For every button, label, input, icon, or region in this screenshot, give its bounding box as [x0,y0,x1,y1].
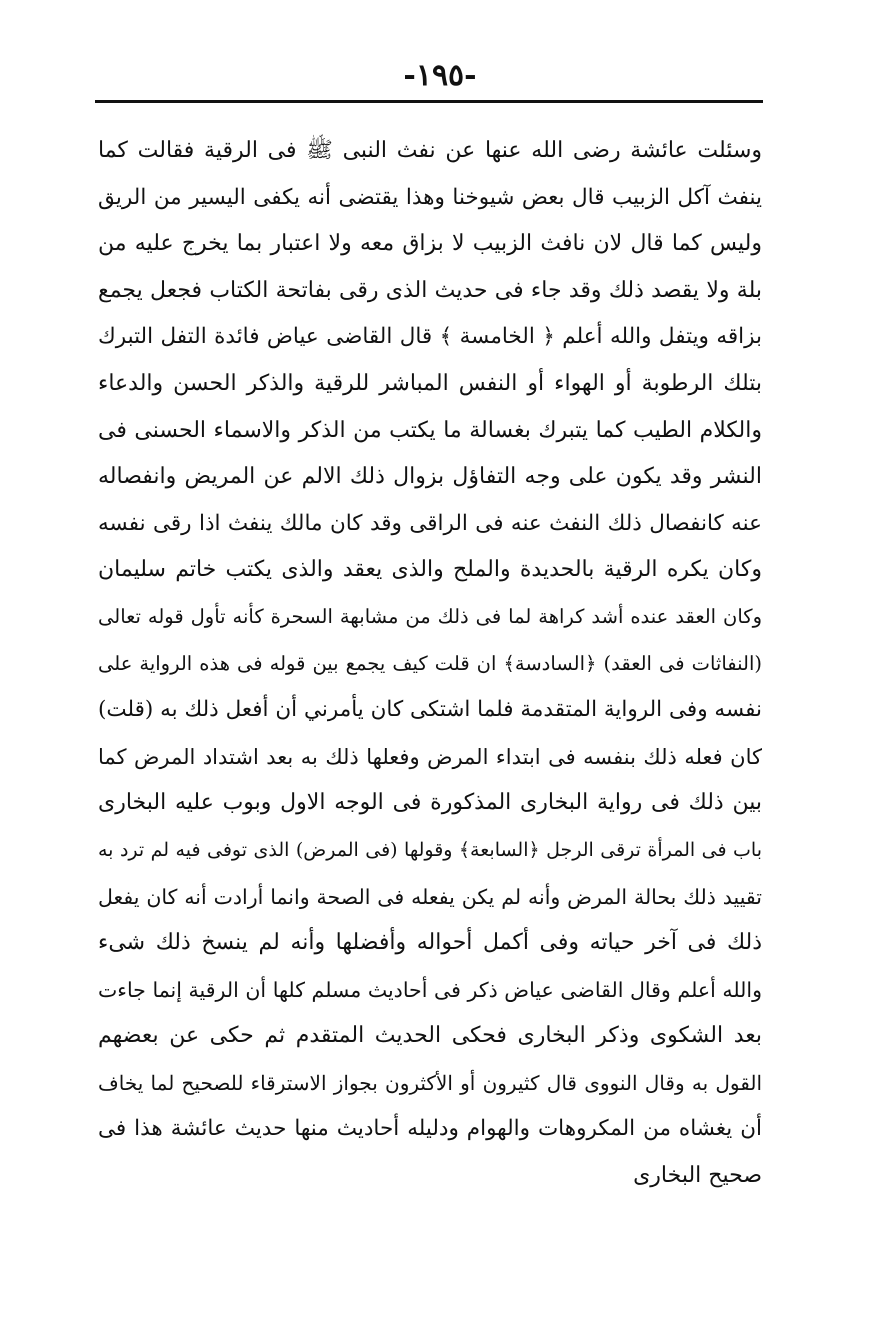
text-line: بتلك الرطوبة أو الهواء أو النفس المباشر للرقية والذكر الحسن والدعاء [98,370,762,396]
text-line: وكان العقد عنده أشد كراهة لما فى ذلك من مشابهة السحرة كأنه تأول قوله تعالى [98,604,762,628]
text-line: بعد الشكوى وذكر البخارى فحكى الحديث المتقدم ثم حكى عن بعضهم [98,1023,762,1049]
text-line: بلة ولا يقصد ذلك وقد جاء فى حديث الذى رقى بفاتحة الكتاب فجعل يجمع [98,277,762,303]
body-text [98,128,762,1200]
text-line: كان فعله ذلك بنفسه فى ابتداء المرض وفعلها ذلك به بعد اشتداد المرض كما [98,744,762,769]
header-rule [95,100,763,103]
text-line: والكلام الطيب كما يتبرك بغسالة ما يكتب من الذكر والاسماء الحسنى فى [98,417,762,443]
text-line: تقييد ذلك بحالة المرض وأنه لم يكن يفعله فى الصحة وانما أرادت أنه كان يفعل [98,884,762,909]
text-line: القول به وقال النووى قال كثيرون أو الأكثرون بجواز الاسترقاء للصحيح لما يخاف [98,1070,762,1095]
text-line: ينفث آكل الزبيب قال بعض شيوخنا وهذا يقتضى أنه يكفى اليسير من الريق [98,184,762,210]
text-line: النشر وقد يكون على وجه التفاؤل بزوال ذلك الالم عن المريض وانفصاله [98,464,762,490]
text-line: بزاقه ويتفل والله أعلم ﴿ الخامسة ﴾ قال القاضى عياض فائدة التفل التبرك [98,324,762,350]
text-line: أن يغشاه من المكروهات والهوام ودليله أحاديث منها حديث عائشة هذا فى [98,1116,762,1142]
text-line: صحيح البخارى [633,1163,762,1189]
text-line: نفسه وفى الرواية المتقدمة فلما اشتكى كان يأمرني أن أفعل ذلك به (قلت) [98,697,762,723]
text-line: وسئلت عائشة رضى الله عنها عن نفث النبى ﷺ فى الرقية فقالت كما [98,138,762,163]
text-line: وكان يكره الرقية بالحديدة والملح والذى يعقد والذى يكتب خاتم سليمان [98,557,762,583]
text-line: (النفاثات فى العقد) ﴿السادسة﴾ ان قلت كيف يجمع بين قوله فى هذه الرواية على [98,651,762,675]
text-line: والله أعلم وقال القاضى عياض ذكر فى أحاديث مسلم كلها أن الرقية إنما جاءت [98,977,762,1002]
text-line: وليس كما قال لان نافث الزبيب لا بزاق معه ولا اعتبار بما يخرج عليه من [98,231,762,257]
text-line: عنه كانفصال ذلك النفث عنه فى الراقى وقد كان مالك ينفث اذا رقى نفسه [98,510,762,536]
page-number: -١٩٥- [403,58,477,93]
text-line: ذلك فى آخر حياته وفى أكمل أحواله وأفضلها وأنه لم ينسخ ذلك شىء [98,930,762,956]
text-line: بين ذلك فى رواية البخارى المذكورة فى الوجه الاول وبوب عليه البخارى [98,790,762,816]
text-line: باب فى المرأة ترقى الرجل ﴿السابعة﴾ وقولها (فى المرض) الذى توفى فيه لم ترد به [98,838,762,861]
